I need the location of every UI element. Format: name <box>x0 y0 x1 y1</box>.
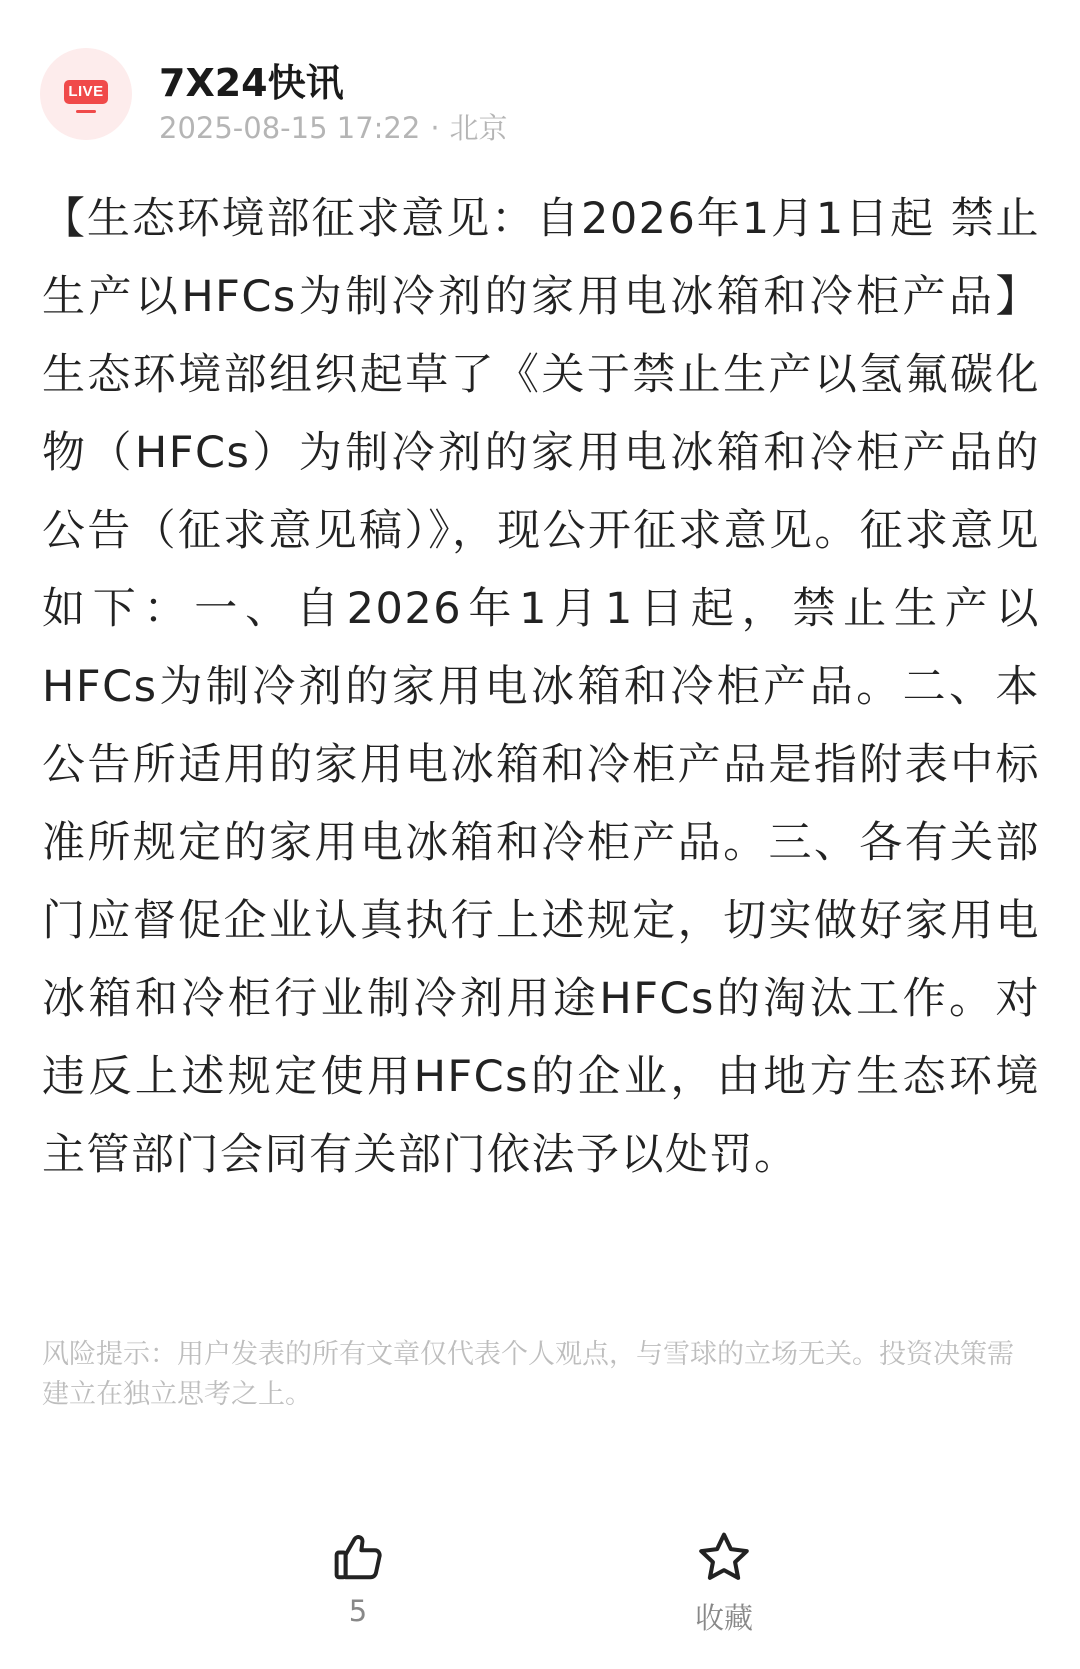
post-location: 北京 <box>449 111 508 145</box>
risk-disclaimer: 风险提示：用户发表的所有文章仅代表个人观点，与雪球的立场无关。投资决策需建立在独立思考之上。 <box>42 1339 1014 1410</box>
star-icon <box>696 1530 752 1586</box>
thumbs-up-icon <box>331 1530 385 1584</box>
like-button[interactable] <box>298 1530 418 1650</box>
favorite-label: 收藏 <box>694 1601 753 1635</box>
post-header <box>40 48 1040 148</box>
post-timestamp: 2025-08-15 17:22 <box>159 111 421 145</box>
source-avatar[interactable] <box>40 48 132 140</box>
post-meta <box>159 106 508 147</box>
like-count: 5 <box>348 1594 368 1628</box>
favorite-button[interactable] <box>664 1530 784 1650</box>
meta-separator: · <box>430 111 440 145</box>
article-body: 【生态环境部征求意见：自2026年1月1日起 禁止生产以HFCs为制冷剂的家用电冰箱和冷柜产品】生态环境部组织起草了《关于禁止生产以氢氟碳化物（HFCs）为制冷剂的家用电冰箱和冷柜产品的公告（征求意见稿）》，现公开征求意见。征求意见如下：一、自2026年1月1日起，禁止生产以HFCs为制冷剂的家用电冰箱和冷柜产品。二、本公告所适用的家用电冰箱和冷柜产品是指附表中标准所规定的家用电冰箱和冷柜产品。三、各有关部门应督促企业认真执行上述规定，切实做好家用电冰箱和冷柜行业制冷剂用途HFCs的淘汰工作。对违反上述规定使用HFCs的企业，由地方生态环境主管部门会同有关部门依法予以处罚。 <box>42 194 1040 1180</box>
source-name[interactable]: 7X24快讯 <box>159 61 344 105</box>
live-icon-underline <box>76 110 96 113</box>
live-icon: LIVE <box>64 80 108 104</box>
